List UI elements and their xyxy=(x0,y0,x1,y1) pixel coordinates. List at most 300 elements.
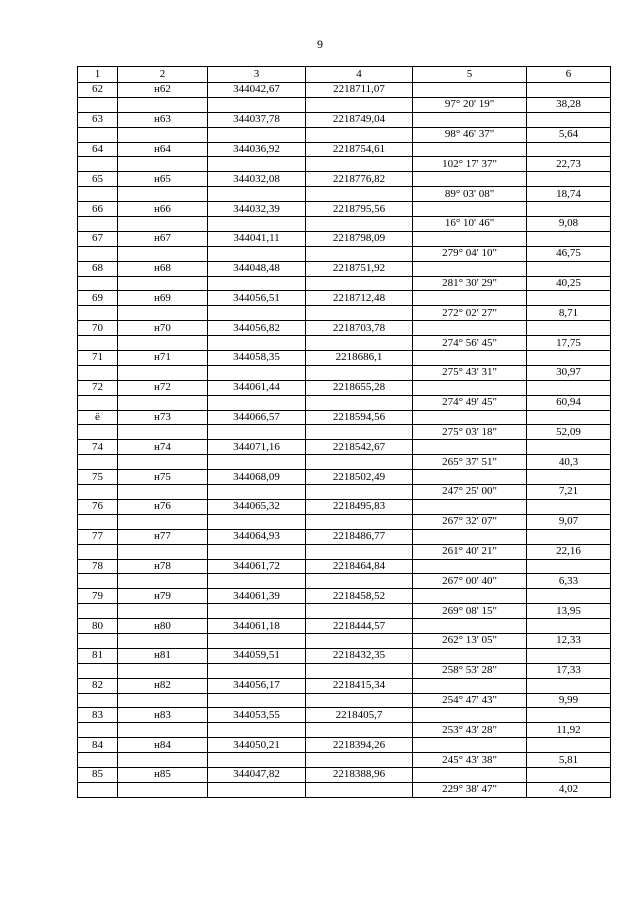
direction-angle-cell: 247° 25' 00" xyxy=(413,485,527,500)
point-row xyxy=(78,738,611,753)
empty-cell xyxy=(413,708,527,723)
empty-cell xyxy=(118,753,208,768)
empty-cell xyxy=(413,410,527,425)
empty-cell xyxy=(306,395,413,410)
empty-cell xyxy=(413,321,527,336)
point-row xyxy=(78,767,611,782)
point-name-cell: н67 xyxy=(118,231,208,246)
empty-cell xyxy=(413,202,527,217)
empty-cell xyxy=(306,365,413,380)
segment-row xyxy=(78,395,611,410)
empty-cell xyxy=(413,291,527,306)
point-name-cell: н69 xyxy=(118,291,208,306)
point-number-cell: 66 xyxy=(78,202,118,217)
empty-cell xyxy=(306,663,413,678)
empty-cell xyxy=(118,604,208,619)
empty-cell xyxy=(306,306,413,321)
empty-cell xyxy=(306,753,413,768)
empty-cell xyxy=(208,127,306,142)
empty-cell xyxy=(413,589,527,604)
empty-cell xyxy=(208,425,306,440)
distance-cell: 5,81 xyxy=(527,753,611,768)
distance-cell: 46,75 xyxy=(527,246,611,261)
distance-cell: 9,08 xyxy=(527,217,611,232)
y-coordinate-cell: 2218798,09 xyxy=(306,231,413,246)
segment-row xyxy=(78,276,611,291)
empty-cell xyxy=(527,708,611,723)
empty-cell xyxy=(78,753,118,768)
empty-cell xyxy=(118,217,208,232)
empty-cell xyxy=(78,485,118,500)
distance-cell: 5,64 xyxy=(527,127,611,142)
direction-angle-cell: 267° 00' 40" xyxy=(413,574,527,589)
empty-cell xyxy=(118,574,208,589)
empty-cell xyxy=(118,187,208,202)
empty-cell xyxy=(208,753,306,768)
segment-row xyxy=(78,97,611,112)
point-row xyxy=(78,648,611,663)
direction-angle-cell: 265° 37' 51" xyxy=(413,455,527,470)
point-row xyxy=(78,321,611,336)
empty-cell xyxy=(208,693,306,708)
x-coordinate-cell: 344071,16 xyxy=(208,440,306,455)
x-coordinate-cell: 344061,39 xyxy=(208,589,306,604)
empty-cell xyxy=(527,589,611,604)
point-name-cell: н68 xyxy=(118,261,208,276)
empty-cell xyxy=(306,217,413,232)
point-name-cell: н62 xyxy=(118,83,208,98)
direction-angle-cell: 272° 02' 27" xyxy=(413,306,527,321)
segment-row xyxy=(78,187,611,202)
segment-row xyxy=(78,306,611,321)
point-name-cell: н81 xyxy=(118,648,208,663)
point-name-cell: н74 xyxy=(118,440,208,455)
empty-cell xyxy=(527,261,611,276)
point-row xyxy=(78,529,611,544)
empty-cell xyxy=(527,678,611,693)
empty-cell xyxy=(208,336,306,351)
y-coordinate-cell: 2218594,56 xyxy=(306,410,413,425)
empty-cell xyxy=(527,83,611,98)
empty-cell xyxy=(413,619,527,634)
empty-cell xyxy=(413,231,527,246)
empty-cell xyxy=(78,276,118,291)
distance-cell: 22,16 xyxy=(527,544,611,559)
empty-cell xyxy=(306,336,413,351)
empty-cell xyxy=(78,604,118,619)
point-name-cell: н85 xyxy=(118,767,208,782)
y-coordinate-cell: 2218444,57 xyxy=(306,619,413,634)
x-coordinate-cell: 344037,78 xyxy=(208,112,306,127)
coordinates-table xyxy=(77,66,611,798)
y-coordinate-cell: 2218754,61 xyxy=(306,142,413,157)
empty-cell xyxy=(527,559,611,574)
point-number-cell: 76 xyxy=(78,499,118,514)
direction-angle-cell: 275° 43' 31" xyxy=(413,365,527,380)
point-name-cell: н78 xyxy=(118,559,208,574)
direction-angle-cell: 253° 43' 28" xyxy=(413,723,527,738)
empty-cell xyxy=(306,127,413,142)
y-coordinate-cell: 2218502,49 xyxy=(306,470,413,485)
empty-cell xyxy=(208,455,306,470)
empty-cell xyxy=(78,97,118,112)
point-name-cell: н80 xyxy=(118,619,208,634)
direction-angle-cell: 102° 17' 37" xyxy=(413,157,527,172)
point-row xyxy=(78,708,611,723)
empty-cell xyxy=(208,97,306,112)
point-number-cell: 74 xyxy=(78,440,118,455)
empty-cell xyxy=(306,544,413,559)
y-coordinate-cell: 2218458,52 xyxy=(306,589,413,604)
header-cell: 6 xyxy=(527,67,611,83)
empty-cell xyxy=(78,187,118,202)
x-coordinate-cell: 344061,72 xyxy=(208,559,306,574)
distance-cell: 6,33 xyxy=(527,574,611,589)
direction-angle-cell: 279° 04' 10" xyxy=(413,246,527,261)
y-coordinate-cell: 2218712,48 xyxy=(306,291,413,306)
empty-cell xyxy=(78,217,118,232)
empty-cell xyxy=(413,440,527,455)
segment-row xyxy=(78,246,611,261)
empty-cell xyxy=(208,544,306,559)
direction-angle-cell: 267° 32' 07" xyxy=(413,514,527,529)
direction-angle-cell: 262° 13' 05" xyxy=(413,633,527,648)
point-name-cell: н83 xyxy=(118,708,208,723)
y-coordinate-cell: 2218686,1 xyxy=(306,351,413,366)
point-row xyxy=(78,202,611,217)
point-number-cell: 85 xyxy=(78,767,118,782)
x-coordinate-cell: 344068,09 xyxy=(208,470,306,485)
empty-cell xyxy=(527,351,611,366)
empty-cell xyxy=(306,633,413,648)
empty-cell xyxy=(527,440,611,455)
point-row xyxy=(78,559,611,574)
empty-cell xyxy=(78,574,118,589)
direction-angle-cell: 274° 56' 45" xyxy=(413,336,527,351)
x-coordinate-cell: 344064,93 xyxy=(208,529,306,544)
point-name-cell: н75 xyxy=(118,470,208,485)
y-coordinate-cell: 2218795,56 xyxy=(306,202,413,217)
point-name-cell: н70 xyxy=(118,321,208,336)
x-coordinate-cell: 344058,35 xyxy=(208,351,306,366)
y-coordinate-cell: 2218711,07 xyxy=(306,83,413,98)
empty-cell xyxy=(78,365,118,380)
page-number: 9 xyxy=(317,37,323,51)
y-coordinate-cell: 2218486,77 xyxy=(306,529,413,544)
y-coordinate-cell: 2218405,7 xyxy=(306,708,413,723)
direction-angle-cell: 16° 10' 46" xyxy=(413,217,527,232)
empty-cell xyxy=(527,291,611,306)
empty-cell xyxy=(78,455,118,470)
direction-angle-cell: 281° 30' 29" xyxy=(413,276,527,291)
distance-cell: 40,3 xyxy=(527,455,611,470)
empty-cell xyxy=(118,693,208,708)
point-row xyxy=(78,499,611,514)
empty-cell xyxy=(306,574,413,589)
empty-cell xyxy=(527,619,611,634)
empty-cell xyxy=(527,321,611,336)
empty-cell xyxy=(118,395,208,410)
empty-cell xyxy=(118,306,208,321)
point-number-cell: 79 xyxy=(78,589,118,604)
distance-cell: 52,09 xyxy=(527,425,611,440)
point-name-cell: н84 xyxy=(118,738,208,753)
empty-cell xyxy=(413,529,527,544)
distance-cell: 12,33 xyxy=(527,633,611,648)
point-number-cell: 80 xyxy=(78,619,118,634)
empty-cell xyxy=(208,574,306,589)
y-coordinate-cell: 2218432,35 xyxy=(306,648,413,663)
segment-row xyxy=(78,157,611,172)
empty-cell xyxy=(208,395,306,410)
coordinates-table-container xyxy=(77,66,610,798)
empty-cell xyxy=(527,202,611,217)
point-number-cell: 75 xyxy=(78,470,118,485)
direction-angle-cell: 89° 03' 08" xyxy=(413,187,527,202)
empty-cell xyxy=(208,246,306,261)
empty-cell xyxy=(413,351,527,366)
point-row xyxy=(78,112,611,127)
empty-cell xyxy=(78,246,118,261)
empty-cell xyxy=(78,544,118,559)
empty-cell xyxy=(413,380,527,395)
direction-angle-cell: 245° 43' 38" xyxy=(413,753,527,768)
point-name-cell: н82 xyxy=(118,678,208,693)
point-number-cell: 81 xyxy=(78,648,118,663)
point-name-cell: н71 xyxy=(118,351,208,366)
empty-cell xyxy=(208,306,306,321)
distance-cell: 40,25 xyxy=(527,276,611,291)
direction-angle-cell: 274° 49' 45" xyxy=(413,395,527,410)
empty-cell xyxy=(118,633,208,648)
point-number-cell: 71 xyxy=(78,351,118,366)
empty-cell xyxy=(306,455,413,470)
empty-cell xyxy=(78,693,118,708)
segment-row xyxy=(78,633,611,648)
point-row xyxy=(78,291,611,306)
empty-cell xyxy=(208,604,306,619)
x-coordinate-cell: 344053,55 xyxy=(208,708,306,723)
point-name-cell: н65 xyxy=(118,172,208,187)
y-coordinate-cell: 2218394,26 xyxy=(306,738,413,753)
x-coordinate-cell: 344048,48 xyxy=(208,261,306,276)
header-cell: 1 xyxy=(78,67,118,83)
empty-cell xyxy=(413,172,527,187)
empty-cell xyxy=(208,723,306,738)
empty-cell xyxy=(78,782,118,797)
empty-cell xyxy=(118,782,208,797)
empty-cell xyxy=(527,767,611,782)
distance-cell: 17,33 xyxy=(527,663,611,678)
empty-cell xyxy=(527,499,611,514)
point-row xyxy=(78,440,611,455)
point-number-cell: 68 xyxy=(78,261,118,276)
direction-angle-cell: 258° 53' 28" xyxy=(413,663,527,678)
y-coordinate-cell: 2218776,82 xyxy=(306,172,413,187)
segment-row xyxy=(78,544,611,559)
segment-row xyxy=(78,485,611,500)
empty-cell xyxy=(413,678,527,693)
x-coordinate-cell: 344032,39 xyxy=(208,202,306,217)
point-number-cell: 63 xyxy=(78,112,118,127)
empty-cell xyxy=(78,127,118,142)
header-cell: 4 xyxy=(306,67,413,83)
empty-cell xyxy=(78,633,118,648)
point-number-cell: 69 xyxy=(78,291,118,306)
y-coordinate-cell: 2218495,83 xyxy=(306,499,413,514)
empty-cell xyxy=(78,723,118,738)
x-coordinate-cell: 344065,32 xyxy=(208,499,306,514)
x-coordinate-cell: 344061,44 xyxy=(208,380,306,395)
x-coordinate-cell: 344032,08 xyxy=(208,172,306,187)
point-row xyxy=(78,172,611,187)
point-row xyxy=(78,380,611,395)
direction-angle-cell: 254° 47' 43" xyxy=(413,693,527,708)
empty-cell xyxy=(413,470,527,485)
point-number-cell: 64 xyxy=(78,142,118,157)
empty-cell xyxy=(208,514,306,529)
x-coordinate-cell: 344059,51 xyxy=(208,648,306,663)
y-coordinate-cell: 2218464,84 xyxy=(306,559,413,574)
x-coordinate-cell: 344056,82 xyxy=(208,321,306,336)
empty-cell xyxy=(78,336,118,351)
distance-cell: 18,74 xyxy=(527,187,611,202)
empty-cell xyxy=(527,172,611,187)
header-cell: 2 xyxy=(118,67,208,83)
y-coordinate-cell: 2218703,78 xyxy=(306,321,413,336)
point-row xyxy=(78,142,611,157)
x-coordinate-cell: 344056,51 xyxy=(208,291,306,306)
segment-row xyxy=(78,782,611,797)
empty-cell xyxy=(208,485,306,500)
point-number-cell: 65 xyxy=(78,172,118,187)
empty-cell xyxy=(208,365,306,380)
empty-cell xyxy=(306,514,413,529)
y-coordinate-cell: 2218749,04 xyxy=(306,112,413,127)
empty-cell xyxy=(306,157,413,172)
point-number-cell: 72 xyxy=(78,380,118,395)
y-coordinate-cell: 2218388,96 xyxy=(306,767,413,782)
x-coordinate-cell: 344041,11 xyxy=(208,231,306,246)
direction-angle-cell: 261° 40' 21" xyxy=(413,544,527,559)
point-row xyxy=(78,351,611,366)
empty-cell xyxy=(413,261,527,276)
empty-cell xyxy=(527,112,611,127)
empty-cell xyxy=(306,723,413,738)
point-name-cell: н64 xyxy=(118,142,208,157)
point-row xyxy=(78,589,611,604)
empty-cell xyxy=(118,723,208,738)
empty-cell xyxy=(118,485,208,500)
empty-cell xyxy=(118,276,208,291)
distance-cell: 4,02 xyxy=(527,782,611,797)
empty-cell xyxy=(413,83,527,98)
empty-cell xyxy=(118,157,208,172)
empty-cell xyxy=(118,425,208,440)
direction-angle-cell: 275° 03' 18" xyxy=(413,425,527,440)
empty-cell xyxy=(118,365,208,380)
empty-cell xyxy=(118,663,208,678)
point-number-cell: 83 xyxy=(78,708,118,723)
segment-row xyxy=(78,723,611,738)
header-cell: 5 xyxy=(413,67,527,83)
point-row xyxy=(78,261,611,276)
point-name-cell: н73 xyxy=(118,410,208,425)
point-number-cell: ё xyxy=(78,410,118,425)
segment-row xyxy=(78,693,611,708)
point-number-cell: 67 xyxy=(78,231,118,246)
empty-cell xyxy=(208,782,306,797)
empty-cell xyxy=(208,157,306,172)
segment-row xyxy=(78,753,611,768)
distance-cell: 60,94 xyxy=(527,395,611,410)
y-coordinate-cell: 2218542,67 xyxy=(306,440,413,455)
empty-cell xyxy=(306,604,413,619)
point-row xyxy=(78,231,611,246)
point-number-cell: 77 xyxy=(78,529,118,544)
empty-cell xyxy=(527,231,611,246)
segment-row xyxy=(78,663,611,678)
empty-cell xyxy=(527,142,611,157)
empty-cell xyxy=(413,559,527,574)
distance-cell: 30,97 xyxy=(527,365,611,380)
empty-cell xyxy=(118,514,208,529)
empty-cell xyxy=(413,142,527,157)
y-coordinate-cell: 2218751,92 xyxy=(306,261,413,276)
point-row xyxy=(78,410,611,425)
point-name-cell: н77 xyxy=(118,529,208,544)
point-name-cell: н63 xyxy=(118,112,208,127)
empty-cell xyxy=(118,455,208,470)
point-row xyxy=(78,83,611,98)
point-number-cell: 62 xyxy=(78,83,118,98)
empty-cell xyxy=(527,470,611,485)
direction-angle-cell: 229° 38' 47" xyxy=(413,782,527,797)
direction-angle-cell: 98° 46' 37" xyxy=(413,127,527,142)
distance-cell: 8,71 xyxy=(527,306,611,321)
point-name-cell: н76 xyxy=(118,499,208,514)
point-row xyxy=(78,619,611,634)
segment-row xyxy=(78,365,611,380)
empty-cell xyxy=(118,336,208,351)
table-header-row xyxy=(78,67,611,83)
distance-cell: 38,28 xyxy=(527,97,611,112)
distance-cell: 11,92 xyxy=(527,723,611,738)
point-number-cell: 78 xyxy=(78,559,118,574)
empty-cell xyxy=(413,738,527,753)
empty-cell xyxy=(306,97,413,112)
point-row xyxy=(78,470,611,485)
empty-cell xyxy=(208,633,306,648)
empty-cell xyxy=(78,514,118,529)
empty-cell xyxy=(527,380,611,395)
segment-row xyxy=(78,425,611,440)
x-coordinate-cell: 344061,18 xyxy=(208,619,306,634)
segment-row xyxy=(78,574,611,589)
direction-angle-cell: 269° 08' 15" xyxy=(413,604,527,619)
empty-cell xyxy=(527,738,611,753)
empty-cell xyxy=(208,217,306,232)
empty-cell xyxy=(527,410,611,425)
y-coordinate-cell: 2218415,34 xyxy=(306,678,413,693)
distance-cell: 7,21 xyxy=(527,485,611,500)
point-name-cell: н72 xyxy=(118,380,208,395)
empty-cell xyxy=(118,544,208,559)
empty-cell xyxy=(527,648,611,663)
empty-cell xyxy=(306,246,413,261)
empty-cell xyxy=(306,693,413,708)
empty-cell xyxy=(306,485,413,500)
